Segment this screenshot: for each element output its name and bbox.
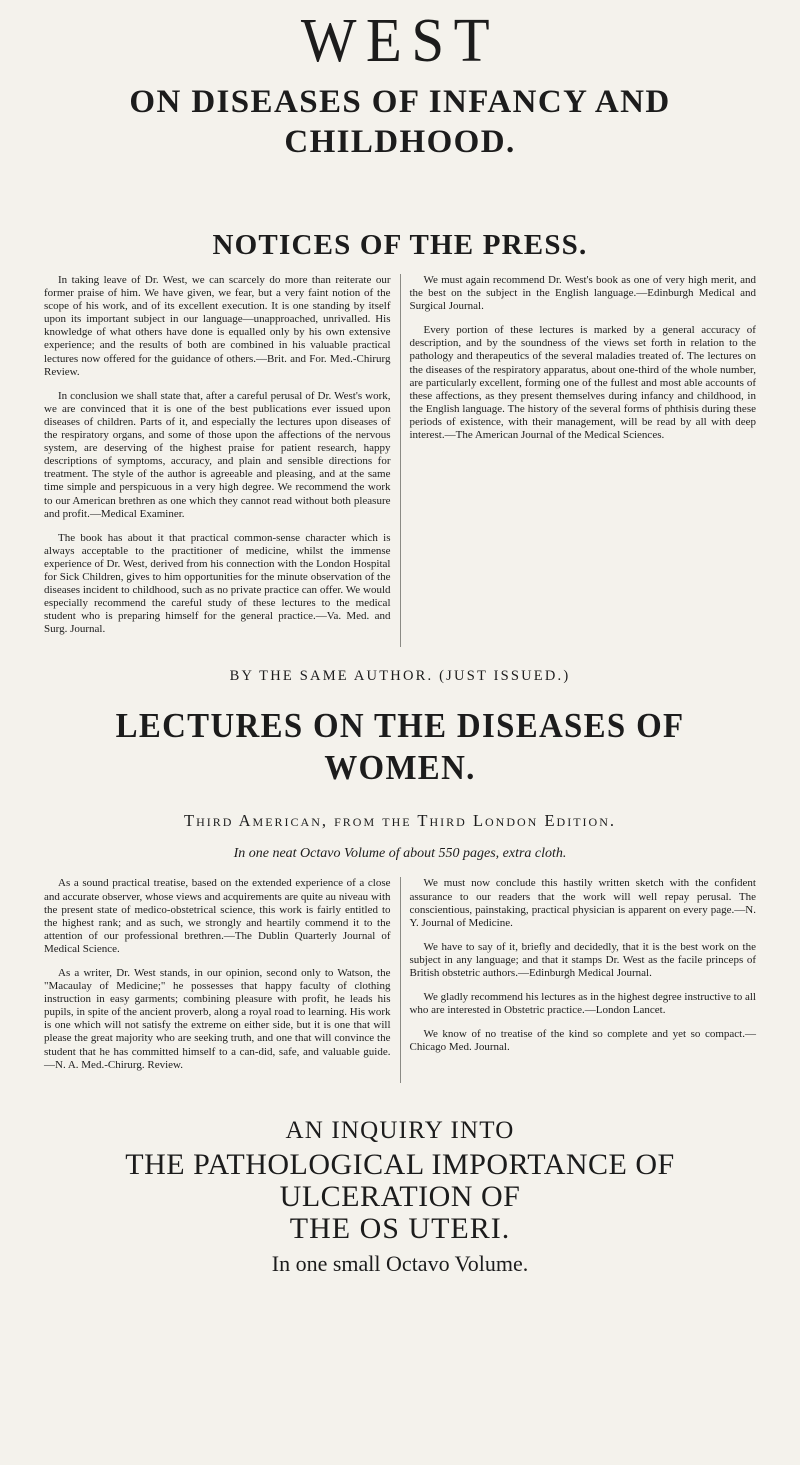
- press-notice: In taking leave of Dr. West, we can scarcely do more than reiterate our former praise of him. We have given, we fear, but a very faint notion of the scope of his work, and of its excellent execution. It is one standing by itself upon its important subject in our language—unapproached, unrivalled. His knowledge of what others have done is equalled only by his own extensive experience; and the results of both are combined in his valuable practical lectures now offered for the guidance of others.—Brit. and For. Med.-Chirurg Review.: [44, 274, 391, 378]
- volume-line: In one neat Octavo Volume of about 550 pages, extra cloth.: [233, 846, 567, 862]
- same-author-line: BY THE SAME AUTHOR. (JUST ISSUED.): [229, 668, 571, 685]
- author-name-title: WEST: [300, 7, 500, 75]
- inquiry-heading: AN INQUIRY INTO: [285, 1116, 515, 1144]
- review: As a sound practical treatise, based on the extended experience of a close and accurate observer, whose views and acquirements are quite au niveau with the present state of medico-obstetrical science, this work is fairly entitled to the highest rank; and as such, we strongly and heartily commend it to the attention of our professional brethren.—The Dublin Quarterly Journal of Medical Science.: [44, 877, 391, 955]
- column-divider: [400, 274, 401, 647]
- lectures-title: LECTURES ON THE DISEASES OF WOMEN.: [115, 706, 685, 788]
- press-notices-left-column: [44, 274, 391, 647]
- book-title: ON DISEASES OF INFANCY AND CHILDHOOD.: [129, 84, 671, 160]
- column-divider: [400, 877, 401, 1082]
- press-notices: [44, 274, 756, 647]
- press-notices-right-column: [409, 274, 756, 647]
- inquiry-title-end: THE OS UTERI.: [289, 1211, 511, 1245]
- reviews: [44, 877, 756, 1082]
- review: We gladly recommend his lectures as in the highest degree instructive to all who are interested in Obstetric practice.—London Lancet.: [409, 991, 756, 1017]
- review: We have to say of it, briefly and decidedly, that it is the best work on the subject in any language; and that it stamps Dr. West as the facile princeps of British obstetric authors.—Edinburgh Medical Journal.: [409, 940, 756, 979]
- inquiry-title: THE PATHOLOGICAL IMPORTANCE OF ULCERATION OF: [125, 1147, 675, 1213]
- review: We know of no treatise of the kind so complete and yet so compact.—Chicago Med. Journal.: [409, 1028, 756, 1054]
- edition-line: Third American, from the Third London Edition.: [183, 811, 616, 831]
- reviews-left-column: [44, 877, 391, 1082]
- press-notice: The book has about it that practical common-sense character which is always acceptable to the practitioner of medicine, whilst the immense experience of Dr. West, derived from his connection with the London Hospital for Sick Children, gives to him opportunities for the minute observation of the diseases incident to childhood, such as no private practice can offer. We would especially recommend the careful study of these lectures to the medical student who is preparing himself for the general practice.—Va. Med. and Surg. Journal.: [44, 531, 391, 636]
- review: As a writer, Dr. West stands, in our opinion, second only to Watson, the "Macaulay of Medicine;" he possesses that happy faculty of clothing instruction in easy garments; combining pleasure with profit, he leads his pupils, in spite of the ancient proverb, along a royal road to learning. His work is one which will not satisfy the extreme on either side, but it is one that will please the great majority who are seeking truth, and one that will convince the student that he has committed himself to a can-did, safe, and valuable guide.—N. A. Med.-Chirurg. Review.: [44, 967, 391, 1071]
- inquiry-volume-line: In one small Octavo Volume.: [271, 1250, 529, 1276]
- reviews-right-column: [409, 877, 756, 1082]
- press-notice: In conclusion we shall state that, after a careful perusal of Dr. West's work, we are convinced that it is one of the best publications ever issued upon diseases of children. Parts of it, and especially the lectures upon diseases of the respiratory organs, and some of those upon the affections of the nervous system, are deserving of the highest praise for patient research, happy descriptions of symptoms, accuracy, and plain and sensible directions for treatment. The style of the author is agreeable and pleasing, and at the same time simple and perspicuous in a very high degree. We recommend the work to our American brethren as one which they cannot read without both pleasure and profit.—Medical Examiner.: [44, 389, 391, 520]
- review: We must now conclude this hastily written sketch with the confident assurance to our readers that the work will well repay perusal. The conscientious, painstaking, practical physician is apparent on every page.—N. Y. Journal of Medicine.: [409, 877, 756, 929]
- press-notice: Every portion of these lectures is marked by a general accuracy of description, and by the soundness of the views set forth in relation to the pathology and therapeutics of the several maladies treated of. The lectures on the diseases of the respiratory apparatus, about one-third of the whole number, are particularly excellent, forming one of the fullest and most able accounts of these affections, as they present themselves during infancy and childhood, in the English language. The history of the several forms of phthisis during these periods of existence, with their management, will be read by all with deep interest.—The American Journal of the Medical Sciences.: [409, 324, 756, 442]
- notices-heading: NOTICES OF THE PRESS.: [212, 229, 588, 261]
- press-notice: We must again recommend Dr. West's book as one of very high merit, and the best on the subject in the English language.—Edinburgh Medical and Surgical Journal.: [409, 274, 756, 313]
